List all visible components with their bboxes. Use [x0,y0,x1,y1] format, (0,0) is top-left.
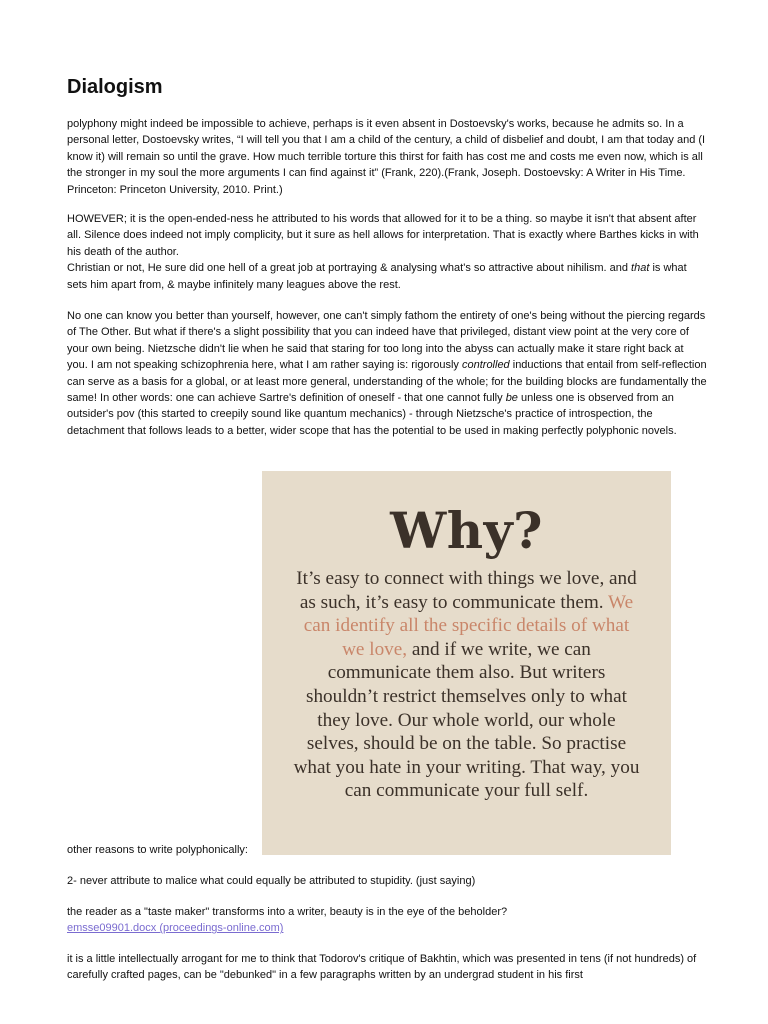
why-quote-body [292,567,641,803]
paragraph-taste-maker [67,904,707,937]
page-title: Dialogism [67,76,163,98]
emphasis-controlled: controlled [461,359,510,372]
why-quote-body-before: It’s easy to connect with things we love, and as such, it’s easy to communicate them. [296,568,637,613]
emphasis-be: be [505,392,518,405]
paragraph-todorov: it is a little intellectually arrogant for me to think that Todorov's critique of Bakhtin, which was presented in tens (if not hundreds) of carefully crafted pages, can be "debunked" in a few paragraphs written by an undergrad student in his first [67,953,697,982]
paragraph-malice: 2- never attribute to malice what could equally be attributed to stupidity. (just saying) [67,875,476,887]
paragraph-open-endedness-line1: HOWEVER; it is the open-ended-ness he attributed to his words that allowed for it to be a thing. so maybe it isn't that absent after all. Silence does indeed not imply complicity, but it sure as hell allows for interpretation. That is exactly where Barthes kicks in with his death of the author. [67,213,699,258]
why-quote-body-accent: We can identify all the specific details of what we love, [303,591,634,660]
why-quote-body-after: and if we write, we can communicate them also. But writers shouldn’t restrict themselves only to what they love. Our whole world, our whole selves, should be on the table. So practise what you hate in your writing. That way, you can communicate your full self. [293,638,640,802]
paragraph-self-knowledge-part2: inductions that entail from self-reflection can serve as a basis for a global, or at least more general, understanding of the whole; for the building blocks are fundamentally the same! In other words: one can achieve Sartre's definition of oneself - that one cannot fully [67,359,707,405]
why-quote-title: Why? [390,501,543,560]
paragraph-other-reasons: other reasons to write polyphonically: [67,844,248,856]
paragraph-nihilism-after: is what sets him apart from, & maybe infinitely many leagues above the rest. [67,262,687,291]
paragraph-open-endedness [67,211,707,293]
paragraph-self-knowledge [67,308,707,439]
emphasis-that: that [631,262,650,275]
paragraph-self-knowledge-part3: unless one is observed from an outsider's pov (this started to creepily sound like quantum mechanics) - through Nietzsche's practice of introspection, the detachment that follows leads to a better, wider scope that has the potential to be used in making perfectly polyphonic novels. [67,392,677,437]
why-quote-image [262,471,671,855]
paragraph-nihilism-before: Christian or not, He sure did one hell of a great job at portraying & analysing what's so attractive about nihilism. and [67,262,632,275]
paragraph-taste-maker-text: the reader as a "taste maker" transforms into a writer, beauty is in the eye of the beholder? [67,906,508,918]
paragraph-polyphony: polyphony might indeed be impossible to achieve, perhaps is it even absent in Dostoevsky's works, because he admits so. In a personal letter, Dostoevsky writes, “I will tell you that I am a child of the century, a child of disbelief and doubt, I am that today and (I know it) will remain so until the grave. How much terrible torture this thirst for faith has cost me and costs me even now, which is all the stronger in my soul the more arguments I can find against it” (Frank, 220).(Frank, Joseph. Dostoevsky: A Writer in His Time. Princeton: Princeton University, 2010. Print.) [67,118,706,196]
paragraph-self-knowledge-part1: No one can know you better than yourself, however, one can't simply fathom the entirety of one's being without the piercing regards of The Other. But what if there's a slight possibility that you can indeed have that privileged, distant view point at the very core of your own being. Nietzsche didn't lie when he said that staring for too long into the abyss can actually make it stare right back at you. I am not speaking schizophrenia here, what I am rather saying is: rigorously [67,310,706,372]
proceedings-link[interactable]: emsse09901.docx (proceedings-online.com) [67,922,284,935]
